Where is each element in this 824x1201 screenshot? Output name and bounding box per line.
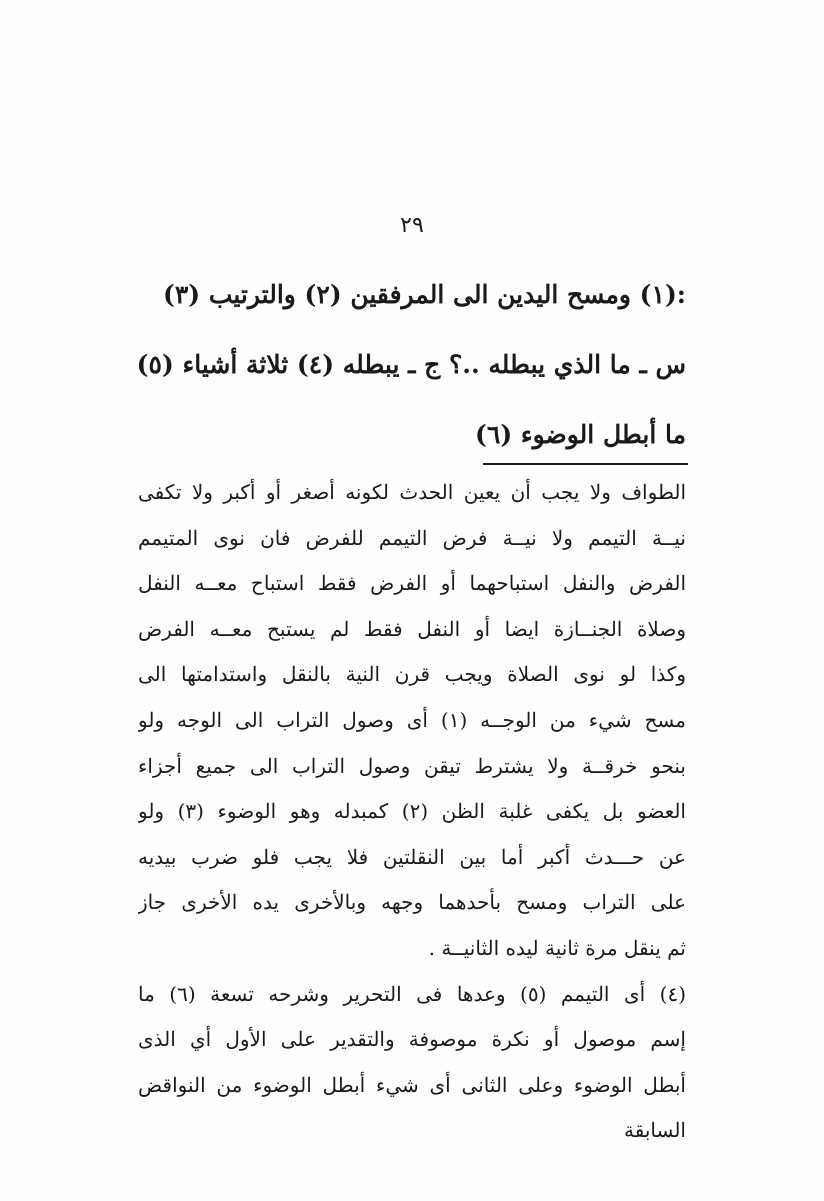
footnote-line: مسح شيء من الوجــه (١) أى وصول التراب الى الوجه ولو	[138, 707, 686, 732]
footnote-line: على التراب ومسح بأحدهما وجهه وبالأخرى يده الأخرى جاز	[138, 890, 686, 915]
footnote-line: السابقة	[624, 1118, 686, 1143]
footnote-line: ثم ينقل مرة ثانية ليده الثانيــة .	[428, 935, 686, 960]
footnotes	[138, 470, 686, 1154]
main-text-line-2: س ـ ما الذي يبطله ..؟ ج ـ يبطله (٤) ثلاثة أشياء (٥)	[136, 350, 686, 379]
footnote-line: (٤) أى التيمم (٥) وعدها فى التحرير وشرحه تسعة (٦) ما	[138, 981, 686, 1006]
footnote-line: عن حـــدث أكبر أما بين النقلتين فلا يجب فلو ضرب بيديه	[138, 844, 686, 869]
footnote-line: إسم موصول أو نكرة موصوفة والتقدير على الأول أي الذى	[138, 1027, 686, 1052]
footnote-line: وصلاة الجنــازة ايضا أو النفل فقط لم يستبح معــه الفرض	[138, 616, 686, 641]
page-number: ٢٩	[400, 213, 424, 238]
footnote-line: العضو بل يكفى غلبة الظن (٢) كمبدله وهو الوضوء (٣) ولو	[138, 799, 686, 824]
main-text-line-3: ما أبطل الوضوء (٦)	[475, 420, 686, 449]
footnote-line: الطواف ولا يجب أن يعين الحدث لكونه أصغر أو أكبر ولا تكفى	[138, 480, 686, 504]
footnote-line: نيــة التيمم ولا نيــة فرض التيمم للفرض فان نوى المتيمم	[138, 525, 686, 550]
footnote-line: وكذا لو نوى الصلاة ويجب قرن النية بالنقل واستدامتها الى	[138, 662, 686, 687]
footnote-line: الفرض والنفل استباحهما أو الفرض فقط استباح معــه النفل	[138, 571, 686, 596]
main-text-line-1: :(١) ومسح اليدين الى المرفقين (٢) والترتيب (٣)	[163, 280, 686, 309]
footnote-separator	[483, 463, 688, 465]
footnote-line: بنحو خرقــة ولا يشترط تيقن وصول التراب الى جميع أجزاء	[138, 753, 686, 778]
footnote-line: أبطل الوضوء وعلى الثانى أى شيء أبطل الوضوء من النواقض	[138, 1072, 686, 1097]
